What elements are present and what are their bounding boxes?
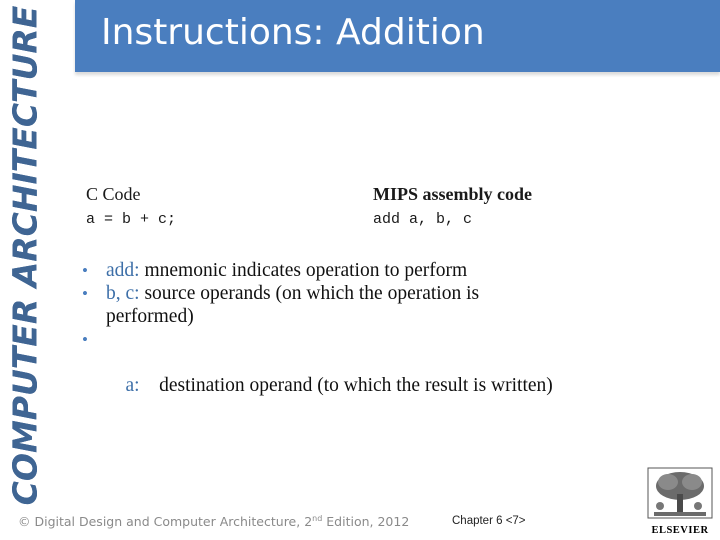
elsevier-logo-text: ELSEVIER xyxy=(651,525,709,536)
list-item xyxy=(82,328,720,420)
slide-header xyxy=(75,0,720,72)
copyright-prefix: © Digital Design and Computer Architecture, 2 xyxy=(18,514,313,530)
mips-code-heading: MIPS assembly code xyxy=(373,184,532,204)
bullet-term: b, c: xyxy=(106,283,140,304)
list-item xyxy=(82,282,566,328)
bullet-text: source operands (on which the operation is performed) xyxy=(106,283,480,327)
bullet-icon: • xyxy=(82,330,88,349)
bullet-icon: • xyxy=(82,261,88,280)
page-number: Chapter 6 <7> xyxy=(452,515,526,527)
page-title: Instructions: Addition xyxy=(101,12,485,53)
sidebar-title xyxy=(0,0,50,510)
bullet-term: add: xyxy=(106,260,140,281)
copyright-notice xyxy=(18,514,409,529)
c-code-line: a = b + c; xyxy=(86,211,177,228)
bullet-icon: • xyxy=(82,284,88,303)
list-item xyxy=(82,259,586,282)
bullet-text: mnemonic indicates operation to perform xyxy=(139,260,468,281)
bullet-text: destination operand (to which the result is written) xyxy=(139,375,553,396)
mips-code-line: add a, b, c xyxy=(373,211,473,228)
bullet-term: a: xyxy=(125,375,140,396)
sidebar-title-text: COMPUTER ARCHITECTURE xyxy=(5,5,45,505)
copyright-sup: nd xyxy=(312,514,323,523)
bullet-list xyxy=(82,259,702,420)
copyright-suffix: Edition, 2012 xyxy=(322,514,410,530)
elsevier-tree-logo-icon xyxy=(646,466,714,520)
elsevier-logo xyxy=(646,466,714,536)
c-code-heading: C Code xyxy=(86,184,141,204)
